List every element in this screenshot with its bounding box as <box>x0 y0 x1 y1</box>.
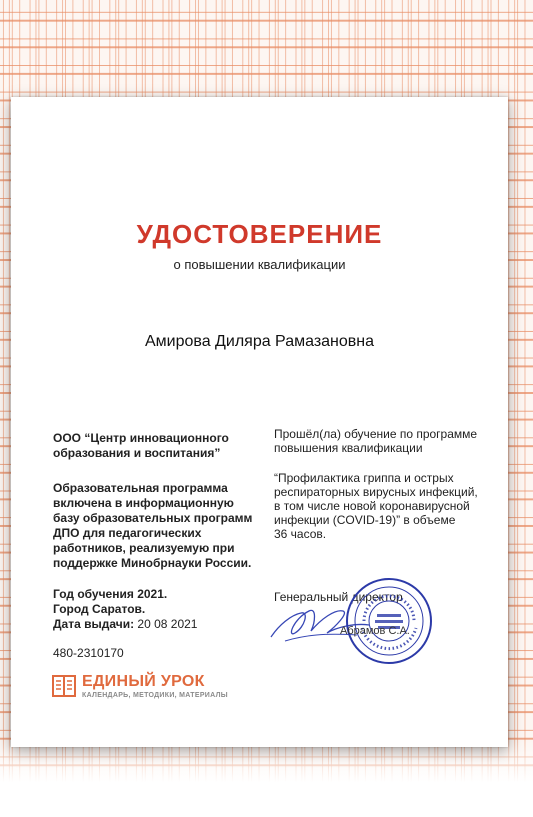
course-column <box>274 427 484 541</box>
program-line: Образовательная программа <box>53 481 228 495</box>
course-line: респираторных вирусных инфекций, <box>274 485 478 499</box>
completion-line: повышения квалификации <box>274 441 423 455</box>
course-line: в том числе новой коронавирусной <box>274 499 470 513</box>
issue-date-label: Дата выдачи: <box>53 617 135 631</box>
organization-name <box>53 431 268 461</box>
program-line: поддержке Минобрнауки России. <box>53 556 252 570</box>
completion-line: Прошёл(ла) обучение по программе <box>274 427 478 441</box>
organization-line: ООО “Центр инновационного <box>53 431 229 445</box>
issue-date-row <box>53 617 268 632</box>
course-line: инфекции (COVID-19)” в объеме <box>274 513 456 527</box>
course-title <box>274 471 484 541</box>
book-logo-icon <box>52 674 76 698</box>
program-line: ДПО для педагогических <box>53 526 202 540</box>
organization-line: образования и воспитания” <box>53 446 221 460</box>
background-fade <box>0 740 533 817</box>
program-line: включена в информационную <box>53 496 234 510</box>
study-city: Город Саратов. <box>53 602 146 616</box>
issuer-column <box>53 431 268 660</box>
stamp-seal <box>344 576 434 666</box>
director-label: Генеральный директор <box>274 590 403 604</box>
brand-logo <box>52 674 228 699</box>
study-year: Год обучения 2021. <box>53 587 168 601</box>
program-line: работников, реализуемую при <box>53 541 235 555</box>
recipient-name: Амирова Диляра Рамазановна <box>144 333 375 350</box>
signer-name: Абрамов С.А. <box>340 625 410 637</box>
program-line: базу образовательных программ <box>53 511 253 525</box>
course-line: 36 часов. <box>274 527 327 541</box>
certificate-subtitle: о повышении квалификации <box>173 257 346 272</box>
brand-title: ЕДИНЫЙ УРОК <box>82 673 205 690</box>
certificate-title: УДОСТОВЕРЕНИЕ <box>136 219 383 249</box>
course-line: “Профилактика гриппа и острых <box>274 471 454 485</box>
brand-text <box>82 674 228 699</box>
registration-number: 480-2310170 <box>53 646 124 660</box>
brand-tagline: КАЛЕНДАРЬ, МЕТОДИКИ, МАТЕРИАЛЫ <box>82 692 228 699</box>
certificate-sheet <box>11 97 508 747</box>
issue-date-value: 20 08 2021 <box>137 617 198 631</box>
program-description <box>53 481 268 571</box>
completion-statement <box>274 427 484 455</box>
study-details <box>53 587 268 632</box>
